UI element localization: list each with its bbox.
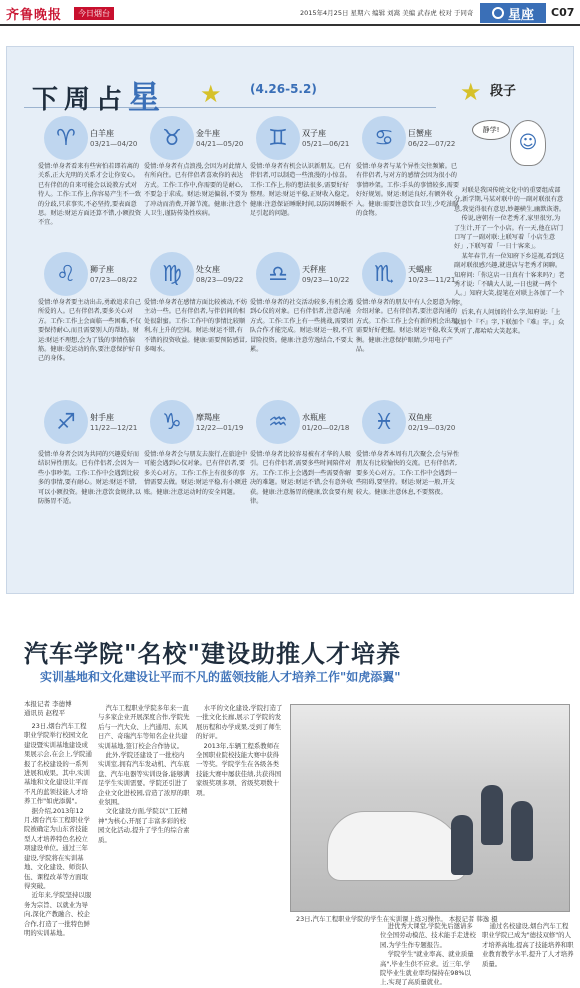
sign-forecast: 爱情:单身者有点浪漫,会因为对此情人有所向往。已有伴侣者喜欢你的表达方式。工作:工作中,你需要的是耐心,不要急于求成。财运:财运偏弱,不要为了冲动而消费,开源节流。健康:注意个人卫生,谨防传染性疾病。 xyxy=(144,163,248,218)
sign-date-range: 01/20—02/18 xyxy=(302,424,350,432)
sign-date-range: 10/23—11/21 xyxy=(408,276,456,284)
page-number: C07 xyxy=(551,6,575,19)
sign-name: 巨蟹座 xyxy=(408,129,432,138)
sign-date-range: 08/23—09/22 xyxy=(196,276,244,284)
zodiac-sign-card xyxy=(252,400,352,446)
sign-date-range: 06/22—07/22 xyxy=(408,140,456,148)
byline: 本报记者 李德博 通讯员 赵程平 xyxy=(24,700,72,718)
zodiac-icon: ♋ xyxy=(362,116,406,160)
zodiac-sign-card xyxy=(146,252,246,298)
sign-forecast: 爱情:单身者要主动出击,勇敢追求自己所爱的人。已有伴侣者,要多关心对方。工作:工作上会面临一些困难,不仅要保持耐心,而且需要别人的帮助。财运:财运不理想,会为了钱的事情伤脑筋。健康:爱运动的你,要注意保护好自己的身体。 xyxy=(38,299,142,363)
car-shape xyxy=(327,811,467,881)
sign-name: 天蝎座 xyxy=(408,265,432,274)
cartoon-face-icon: ☺ xyxy=(510,120,546,166)
article-column-2: 汽车工程职业学院多年来一直与多家企业开展深度合作,学院先后与一汽大众、上汽通用、东风日产、奇瑞汽车等知名企业共建实训基地,签订校企合作协议。 此外,学院还建设了一批校内实训室,拥有汽车发动机、汽车底盘、汽车电器等实训设备,能够满足学生实训需要。学院还引进了企业文化进校园,营造了浓厚的职业氛围。 文化建设方面,学院以"工匠精神"为核心,开展了丰富多彩的校园文化活动,提升了学生的综合素质。 xyxy=(98,704,190,844)
zodiac-sign-card xyxy=(146,116,246,162)
star-icon: ★ xyxy=(200,80,222,108)
issue-meta: 2015年4月25日 星期六 编辑 刘嵩 美编 武春虎 校对 于同奇 xyxy=(300,9,474,17)
person-shape xyxy=(511,801,533,861)
article-column-3: 水平的文化建设,学院打造了一批文化长廊,展示了学院的发展历程和办学成果,受到了师生的好评。 2013年,车辆工程系教师在全国职业院校技能大赛中获得一等奖。学院学生在各级各类技能大赛中屡获佳绩,共获得国家级奖项多项、省级奖项数十项。 xyxy=(196,704,283,797)
section-name: 星座 xyxy=(507,7,534,23)
joke-text: 对联是我国传统文化中的重要组成部分,新学期,马某对联中的一副对联很有意思,我觉得很有意思,妙趣横生,幽默诙谐。 传说,唐朝有一位老秀才,家里很穷,为了生计,开了一个小店。有一天,他在店门口写了一副对联:上联写着「小店生意好」,下联写着「一日十客来」。 某年春节,有一位知府下乡巡视,看到这副对联很感兴趣,就进店与老秀才闲聊。知府问:「你这店一日真有十客来吗?」老秀才说:「不瞒大人说,一日也就一两个人。」知府大笑,提笔在对联上各加了一个字。 后来,有人问加的什么字,知府说:「上联加个『不』字,下联加个『难』字。」众人听了,都哈哈大笑起来。 xyxy=(454,187,566,336)
sign-forecast: 爱情:单身者本周有几次聚会,会与异性朋友有比较愉快的交流。已有伴侣者,要多关心对方。工作:工作中会遇到一些阻碍,要坚持。财运:财运一般,开支较大。健康:注意休息,不要熬夜。 xyxy=(356,451,460,496)
section-badge xyxy=(480,3,546,23)
banner-date: (4.26-5.2) xyxy=(250,82,317,96)
zodiac-sign-card xyxy=(252,252,352,298)
sign-forecast: 爱情:单身者比较容易被有才华的人吸引。已有伴侣者,需要多些时间陪伴对方。工作:工作上会遇到一些需要你解决的难题。财运:财运不错,会有意外收获。健康:注意肠胃的健康,饮食要有规律。 xyxy=(250,451,354,506)
zodiac-sign-card xyxy=(252,116,352,162)
zodiac-sign-card xyxy=(358,116,458,162)
sign-name: 射手座 xyxy=(90,413,114,422)
subheadline: 实训基地和文化建设让平而不凡的蓝领技能人才培养工作"如虎添翼" xyxy=(40,670,401,684)
sign-date-range: 11/22—12/21 xyxy=(90,424,138,432)
zodiac-icon: ♈ xyxy=(44,116,88,160)
sign-date-range: 07/23—08/22 xyxy=(90,276,138,284)
sign-forecast: 爱情:单身者有机会认识新朋友。已有伴侣者,可以制造一些浪漫的小惊喜。工作:工作上,你的想法很多,需要好好整理。财运:财运平稳,正财收入稳定。健康:注意保证睡眠时间,以防因睡眠不足引起的问题。 xyxy=(250,163,354,218)
horoscope-banner xyxy=(24,72,436,116)
zodiac-icon: ♉ xyxy=(150,116,194,160)
joke-title: 段子 xyxy=(490,84,517,99)
person-shape xyxy=(481,785,503,845)
sign-date-range: 04/21—05/20 xyxy=(196,140,244,148)
sign-name: 摩羯座 xyxy=(196,413,220,422)
zodiac-icon: ♍ xyxy=(150,252,194,296)
photo-caption: 23日,汽车工程职业学院的学生在实训课上练习操作。 本报记者 韩逸 摄 xyxy=(296,915,498,923)
speech-bubble: 静学! xyxy=(472,120,510,140)
sign-date-range: 03/21—04/20 xyxy=(90,140,138,148)
sign-date-range: 12/22—01/19 xyxy=(196,424,244,432)
sign-date-range: 05/21—06/21 xyxy=(302,140,350,148)
sign-name: 白羊座 xyxy=(90,129,114,138)
star-icon: ★ xyxy=(460,78,482,106)
sign-date-range: 09/23—10/22 xyxy=(302,276,350,284)
sign-name: 金牛座 xyxy=(196,129,220,138)
sign-forecast: 爱情:单身者会与朋友去旅行,在旅途中可能会遇到心仪对象。已有伴侣者,要多关心对方。工作:工作上有很多的事情需要去做。财运:财运平稳,有小额进账。健康:注意运动时的安全问题。 xyxy=(144,451,248,496)
banner-title: 下周占星 xyxy=(32,78,167,116)
sign-name: 水瓶座 xyxy=(302,413,326,422)
article xyxy=(0,600,580,987)
person-shape xyxy=(451,815,473,875)
zodiac-icon: ♒ xyxy=(256,400,300,444)
zodiac-icon: ♓ xyxy=(362,400,406,444)
zodiac-sign-card xyxy=(40,400,140,446)
sign-forecast: 爱情:单身者会因为共同的兴趣爱好而结识异性朋友。已有伴侣者,会因为一些小事吵架。工作:工作中会遇到比较多的事情,要有耐心。财运:财运不错,可以小额投资。健康:注意饮食规律,以防肠胃不适。 xyxy=(38,451,142,506)
section-icon xyxy=(492,7,504,19)
sign-forecast: 爱情:单身者的朋友中有人会愿意为你介绍对象。已有伴侣者,要注意沟通的方式。工作:工作上会有新的机会出现,需要好好把握。财运:财运平稳,收支平衡。健康:注意保护眼睛,少用电子产品。 xyxy=(356,299,460,354)
zodiac-sign-card xyxy=(146,400,246,446)
sign-forecast: 爱情:单身者与某个异性交往频繁。已有伴侣者,与对方的感情会因为很小的事情吵架。工作:手头的事情较多,需要好好规划。财运:财运良好,有额外收入。健康:需要注意饮食卫生,少吃油腻的食物。 xyxy=(356,163,460,218)
page-header xyxy=(0,0,580,26)
sign-name: 狮子座 xyxy=(90,265,114,274)
headline: 汽车学院"名校"建设助推人才培养 xyxy=(24,639,402,668)
zodiac-sign-card xyxy=(358,400,458,446)
newspaper-logo: 齐鲁晚报 xyxy=(6,8,63,23)
sign-forecast: 爱情:单身者看来有些害怕若即若离的关系,正大光明的关系才会让你安心。已有伴侣的自来可能会以说教方式对待人。工作:工作上,你容易产生不一致的分歧,只求事实,不必坚持,要表面意思。财运:财运方面还算不错,小额投资不宜。 xyxy=(38,163,142,227)
zodiac-icon: ♊ xyxy=(256,116,300,160)
joke-header xyxy=(460,72,560,184)
sign-name: 天秤座 xyxy=(302,265,326,274)
zodiac-icon: ♏ xyxy=(362,252,406,296)
sign-forecast: 爱情:单身者的社交活动较多,有机会遇到心仪的对象。已有伴侣者,注意沟通方式。工作:工作上有一些挑战,需要团队合作才能完成。财运:财运一般,不宜冒险投资。健康:注意劳逸结合,不要太累。 xyxy=(250,299,354,354)
sign-name: 双鱼座 xyxy=(408,413,432,422)
sign-forecast: 爱情:单身者在感情方面比较被动,不妨主动一些。已有伴侣者,与伴侣间的相处很甜蜜。工作:工作中的事情比较顺利,有上升的空间。财运:财运不错,有不错的投资收益。健康:需要预防感冒,多喝水。 xyxy=(144,299,248,354)
article-column-4: 进优秀大课堂,学院先后邀请多位全国劳动模范、技术能手走进校园,为学生作专题报告。 学院学生"就业率高、就业质量高",毕业生供不应求。近三年,学院毕业生就业率均保持在98%以上,实现了高质量就业。 xyxy=(380,922,476,987)
article-column-5: 通过名校建设,烟台汽车工程职业学院已成为"德技双修"的人才培养高地,提高了技能培养和职业教育教学水平,提升了人才培养质量。 xyxy=(482,922,574,968)
sign-name: 双子座 xyxy=(302,129,326,138)
zodiac-sign-card xyxy=(40,252,140,298)
sign-name: 处女座 xyxy=(196,265,220,274)
article-column-1: 23日,烟台汽车工程职业学院举行校园文化建设暨实训基地建设成果展示会,在会上,学院通报了名校建设的一系列进展和成果。其中,实训基地和文化建设让平而不凡的蓝领技能人才培养工作"如虎添翼"。 据介绍,2013年12月,烟台汽车工程职业学院被确定为山东省技能型人才培养特色名校立项建设单位。通过三年建设,学院将在实训基地、文化建设、师资队伍、课程改革等方面取得突破。 近年来,学院坚持以服务为宗旨、以就业为导向,深化产教融合、校企合作,打造了一批特色鲜明的实训基地。 xyxy=(24,722,92,937)
article-photo xyxy=(290,704,570,912)
zodiac-sign-card xyxy=(358,252,458,298)
edition-label: 今日烟台 xyxy=(74,7,114,20)
zodiac-icon: ♎ xyxy=(256,252,300,296)
zodiac-icon: ♑ xyxy=(150,400,194,444)
zodiac-icon: ♐ xyxy=(44,400,88,444)
zodiac-icon: ♌ xyxy=(44,252,88,296)
sign-date-range: 02/19—03/20 xyxy=(408,424,456,432)
zodiac-sign-card xyxy=(40,116,140,162)
